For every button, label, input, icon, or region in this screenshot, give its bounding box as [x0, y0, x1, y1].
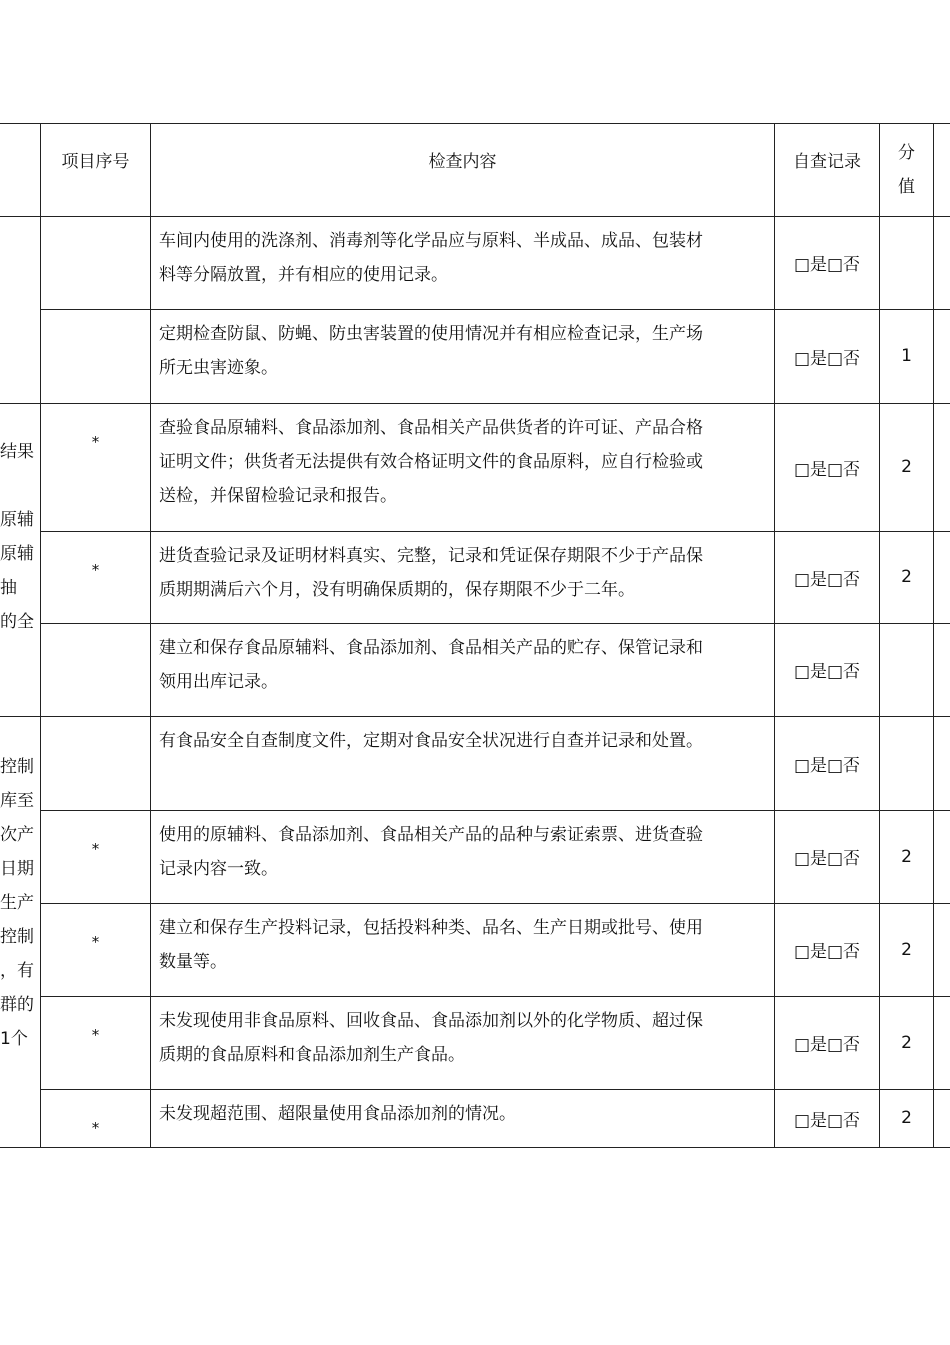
section-label-line — [0, 469, 40, 503]
row-score: 2 — [901, 567, 912, 587]
row-seq: * — [91, 840, 100, 858]
row-record-checkbox[interactable]: □是□否 — [793, 569, 861, 590]
grid-line — [40, 903, 950, 904]
row-content: 未发现使用非食品原料、回收食品、食品添加剂以外的化学物质、超过保质期的食品原料和食品添加剂生产食品。 — [159, 1011, 703, 1065]
header-content: 检查内容 — [428, 151, 497, 172]
grid-line — [40, 623, 950, 624]
row-record-checkbox[interactable]: □是□否 — [793, 849, 861, 869]
row-seq: * — [91, 433, 100, 451]
row-content: 进货查验记录及证明材料真实、完整，记录和凭证保存期限不少于产品保质期期满后六个月，没有明确保质期的，保存期限不少于二年。 — [159, 546, 703, 600]
header-score-line2: 值 — [898, 177, 915, 197]
grid-line — [0, 216, 950, 217]
header-seq: 项目序号 — [61, 151, 130, 172]
grid-line — [40, 1089, 950, 1090]
section-label — [0, 750, 40, 1056]
row-seq — [41, 216, 150, 309]
section-label-line: 原辅 — [0, 544, 34, 564]
grid-line — [40, 996, 950, 997]
section-label-line: 控制 — [0, 927, 34, 947]
row-content: 车间内使用的洗涤剂、消毒剂等化学品应与原料、半成品、成品、包装材料等分隔放置，并有相应的使用记录。 — [159, 231, 703, 285]
grid-line — [40, 309, 950, 310]
row-record-checkbox[interactable]: □是□否 — [793, 255, 861, 275]
row-seq: * — [91, 561, 100, 579]
row-seq: * — [91, 1026, 100, 1044]
row-record-checkbox[interactable]: □是□否 — [793, 1035, 861, 1055]
grid-line — [40, 123, 41, 1147]
grid-line — [0, 123, 950, 124]
grid-line — [0, 1147, 950, 1148]
grid-line — [879, 123, 880, 1147]
grid-line — [933, 123, 934, 1147]
section-label-line: 库至 — [0, 791, 34, 811]
row-score: 1 — [901, 346, 912, 366]
row-seq: * — [91, 933, 100, 951]
grid-line — [0, 403, 950, 404]
section-label-line: 1个 — [0, 1029, 28, 1049]
section-label-line: 生产 — [0, 893, 34, 913]
grid-line — [40, 531, 950, 532]
row-seq — [41, 309, 150, 403]
header-score — [880, 124, 933, 216]
row-seq: * — [91, 1119, 100, 1137]
row-content: 有食品安全自查制度文件，定期对食品安全状况进行自查并记录和处置。 — [159, 731, 703, 751]
row-score — [880, 216, 933, 309]
row-seq — [41, 623, 150, 716]
row-score — [880, 716, 933, 810]
row-record-checkbox[interactable]: □是□否 — [793, 1110, 861, 1131]
row-score: 2 — [901, 1032, 912, 1053]
row-record-checkbox[interactable]: □是□否 — [793, 942, 861, 962]
row-content: 未发现超范围、超限量使用食品添加剂的情况。 — [159, 1104, 516, 1124]
section-label-line: 结果 — [0, 442, 34, 462]
row-record-checkbox[interactable]: □是□否 — [793, 459, 861, 480]
grid-line — [774, 123, 775, 1147]
header-score-line1: 分 — [898, 143, 915, 163]
section-label-line: 群的 — [0, 995, 34, 1015]
section-label-line: 控制 — [0, 757, 34, 777]
row-content: 查验食品原辅料、食品添加剂、食品相关产品供货者的许可证、产品合格证明文件；供货者无法提供有效合格证明文件的食品原料，应自行检验或送检，并保留检验记录和报告。 — [159, 418, 703, 506]
row-content: 建立和保存生产投料记录，包括投料种类、品名、生产日期或批号、使用数量等。 — [159, 918, 703, 972]
row-content: 定期检查防鼠、防蝇、防虫害装置的使用情况并有相应检查记录，生产场所无虫害迹象。 — [159, 324, 703, 378]
row-score: 2 — [901, 939, 912, 960]
header-record: 自查记录 — [793, 151, 861, 172]
section-label-line: 日期 — [0, 859, 34, 879]
row-content: 建立和保存食品原辅料、食品添加剂、食品相关产品的贮存、保管记录和领用出库记录。 — [159, 638, 703, 692]
section-label-line: 的全 — [0, 612, 34, 632]
section-label-line: 抽 — [0, 578, 17, 598]
row-score: 2 — [901, 1108, 912, 1128]
row-score: 2 — [901, 846, 912, 867]
section-label-line: 次产 — [0, 825, 34, 845]
section-label — [0, 435, 40, 639]
row-score — [880, 623, 933, 716]
section-label-line: 原辅 — [0, 510, 34, 530]
grid-line — [150, 123, 151, 1147]
row-record-checkbox[interactable]: □是□否 — [793, 348, 861, 369]
grid-line — [0, 716, 950, 717]
section-label-line: ，有 — [0, 961, 34, 981]
row-record-checkbox[interactable]: □是□否 — [793, 662, 861, 682]
row-content: 使用的原辅料、食品添加剂、食品相关产品的品种与索证索票、进货查验记录内容一致。 — [159, 825, 703, 879]
row-score: 2 — [901, 457, 912, 477]
grid-line — [40, 810, 950, 811]
row-seq — [41, 716, 150, 810]
row-record-checkbox[interactable]: □是□否 — [793, 755, 861, 776]
